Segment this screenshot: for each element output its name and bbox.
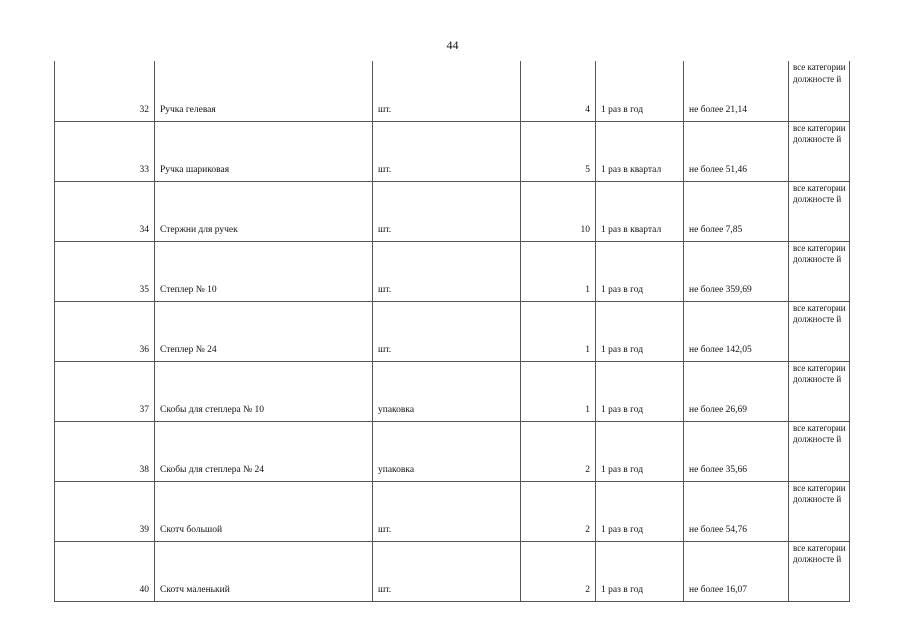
row-number: 37 xyxy=(55,361,155,421)
unit-of-measure: шт. xyxy=(373,301,521,361)
quantity: 5 xyxy=(521,121,596,181)
frequency: 1 раз в квартал xyxy=(596,181,684,241)
position-category: все категории должносте й xyxy=(789,61,850,121)
item-name: Скобы для степлера № 10 xyxy=(155,361,373,421)
table-row xyxy=(55,481,850,541)
position-category: все категории должносте й xyxy=(789,241,850,301)
item-name: Ручка гелевая xyxy=(155,61,373,121)
unit-of-measure: шт. xyxy=(373,481,521,541)
table-row xyxy=(55,301,850,361)
price-limit: не более 142,05 xyxy=(684,301,789,361)
frequency: 1 раз в квартал xyxy=(596,121,684,181)
table-row xyxy=(55,121,850,181)
quantity: 10 xyxy=(521,181,596,241)
table-row xyxy=(55,61,850,121)
position-category: все категории должносте й xyxy=(789,301,850,361)
table-row xyxy=(55,421,850,481)
table-row xyxy=(55,361,850,421)
price-limit: не более 26,69 xyxy=(684,361,789,421)
unit-of-measure: упаковка xyxy=(373,421,521,481)
quantity: 1 xyxy=(521,301,596,361)
position-category: все категории должносте й xyxy=(789,481,850,541)
frequency: 1 раз в год xyxy=(596,541,684,601)
row-number: 34 xyxy=(55,181,155,241)
frequency: 1 раз в год xyxy=(596,421,684,481)
frequency: 1 раз в год xyxy=(596,61,684,121)
position-category: все категории должносте й xyxy=(789,121,850,181)
table-row xyxy=(55,241,850,301)
row-number: 35 xyxy=(55,241,155,301)
unit-of-measure: шт. xyxy=(373,61,521,121)
price-limit: не более 51,46 xyxy=(684,121,789,181)
quantity: 1 xyxy=(521,361,596,421)
position-category: все категории должносте й xyxy=(789,361,850,421)
unit-of-measure: шт. xyxy=(373,181,521,241)
quantity: 2 xyxy=(521,421,596,481)
quantity: 4 xyxy=(521,61,596,121)
unit-of-measure: шт. xyxy=(373,541,521,601)
price-limit: не более 21,14 xyxy=(684,61,789,121)
price-limit: не более 7,85 xyxy=(684,181,789,241)
price-limit: не более 54,76 xyxy=(684,481,789,541)
frequency: 1 раз в год xyxy=(596,241,684,301)
price-limit: не более 16,07 xyxy=(684,541,789,601)
price-limit: не более 359,69 xyxy=(684,241,789,301)
row-number: 33 xyxy=(55,121,155,181)
row-number: 40 xyxy=(55,541,155,601)
row-number: 39 xyxy=(55,481,155,541)
quantity: 1 xyxy=(521,241,596,301)
frequency: 1 раз в год xyxy=(596,301,684,361)
position-category: все категории должносте й xyxy=(789,541,850,601)
table-row xyxy=(55,181,850,241)
item-name: Скобы для степлера № 24 xyxy=(155,421,373,481)
item-name: Степлер № 24 xyxy=(155,301,373,361)
item-name: Скотч маленький xyxy=(155,541,373,601)
page-number: 44 xyxy=(446,38,459,52)
position-category: все категории должносте й xyxy=(789,181,850,241)
frequency: 1 раз в год xyxy=(596,361,684,421)
table-row xyxy=(55,541,850,601)
supply-table xyxy=(54,61,850,602)
item-name: Стержни для ручек xyxy=(155,181,373,241)
unit-of-measure: упаковка xyxy=(373,361,521,421)
position-category: все категории должносте й xyxy=(789,421,850,481)
unit-of-measure: шт. xyxy=(373,241,521,301)
item-name: Ручка шариковая xyxy=(155,121,373,181)
quantity: 2 xyxy=(521,481,596,541)
price-limit: не более 35,66 xyxy=(684,421,789,481)
frequency: 1 раз в год xyxy=(596,481,684,541)
row-number: 36 xyxy=(55,301,155,361)
row-number: 38 xyxy=(55,421,155,481)
item-name: Степлер № 10 xyxy=(155,241,373,301)
row-number: 32 xyxy=(55,61,155,121)
quantity: 2 xyxy=(521,541,596,601)
item-name: Скотч большой xyxy=(155,481,373,541)
unit-of-measure: шт. xyxy=(373,121,521,181)
